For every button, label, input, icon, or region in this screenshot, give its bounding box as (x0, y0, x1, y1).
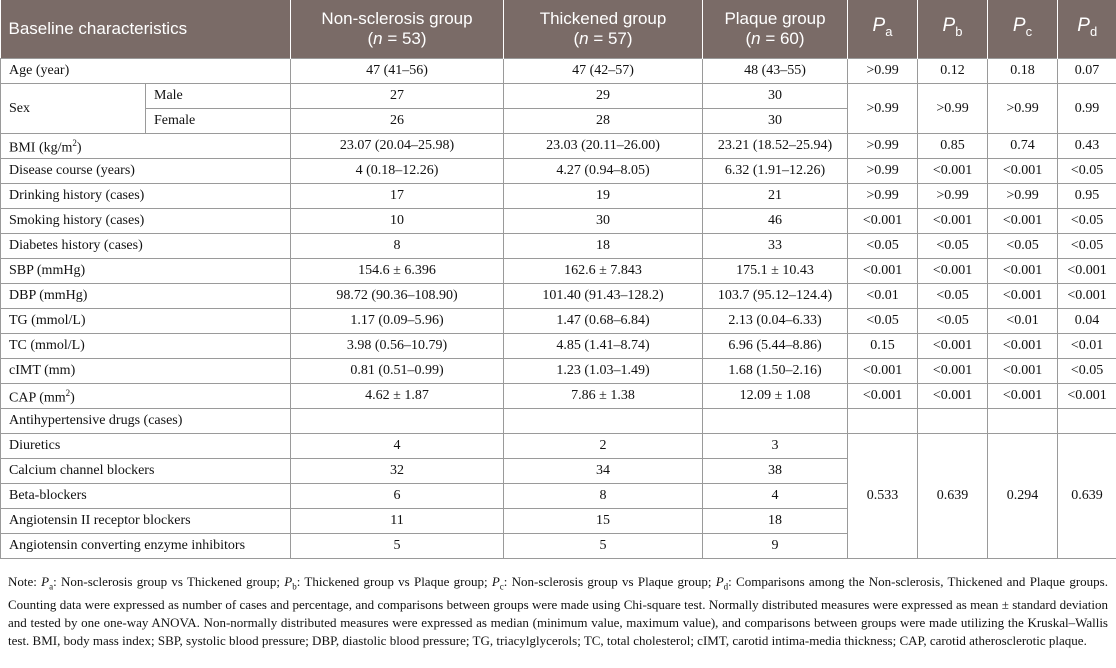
cell-value: 47 (41–56) (291, 58, 504, 83)
cell-p: >0.99 (988, 183, 1058, 208)
cell-value: 33 (703, 233, 848, 258)
row-sbp (1, 258, 1116, 283)
cell-p: >0.99 (918, 83, 988, 133)
cell-value: 4 (0.18–12.26) (291, 158, 504, 183)
row-label: SBP (mmHg) (1, 258, 291, 283)
cell-p: <0.001 (988, 333, 1058, 358)
cell-value: 4 (291, 433, 504, 458)
cell-value: 17 (291, 183, 504, 208)
cell-value: 2.13 (0.04–6.33) (703, 308, 848, 333)
cell-value: 30 (504, 208, 703, 233)
cell-value: 18 (703, 508, 848, 533)
cell-empty (703, 408, 848, 433)
row-sublabel: Male (146, 83, 291, 108)
header-group-thickened: Thickened group (n = 57) (504, 0, 703, 58)
cell-value: 38 (703, 458, 848, 483)
cell-value: 101.40 (91.43–128.2) (504, 283, 703, 308)
cell-value: 11 (291, 508, 504, 533)
row-label: Sex (1, 83, 146, 133)
cell-value: 98.72 (90.36–108.90) (291, 283, 504, 308)
cell-p: <0.05 (1058, 233, 1116, 258)
cell-p: <0.001 (988, 283, 1058, 308)
cell-empty (918, 408, 988, 433)
cell-value: 30 (703, 108, 848, 133)
cell-value: 23.21 (18.52–25.94) (703, 133, 848, 158)
row-smoking (1, 208, 1116, 233)
cell-p: <0.05 (1058, 208, 1116, 233)
cell-p: 0.15 (848, 333, 918, 358)
cell-p: <0.001 (988, 158, 1058, 183)
cell-p: >0.99 (848, 58, 918, 83)
cell-value: 162.6 ± 7.843 (504, 258, 703, 283)
header-group-plaque: Plaque group (n = 60) (703, 0, 848, 58)
cell-value: 1.47 (0.68–6.84) (504, 308, 703, 333)
cell-value: 46 (703, 208, 848, 233)
cell-p: <0.001 (988, 258, 1058, 283)
cell-p: >0.99 (848, 158, 918, 183)
cell-p: <0.001 (1058, 258, 1116, 283)
row-label: TG (mmol/L) (1, 308, 291, 333)
cell-value: 48 (43–55) (703, 58, 848, 83)
cell-p: <0.01 (988, 308, 1058, 333)
cell-p: <0.001 (1058, 383, 1116, 408)
cell-p: <0.05 (848, 308, 918, 333)
row-label: Drinking history (cases) (1, 183, 291, 208)
row-bmi (1, 133, 1116, 158)
cell-p: >0.99 (848, 183, 918, 208)
row-label: Smoking history (cases) (1, 208, 291, 233)
row-dbp (1, 283, 1116, 308)
cell-value: 0.81 (0.51–0.99) (291, 358, 504, 383)
cell-value: 4.62 ± 1.87 (291, 383, 504, 408)
row-diuretics (1, 433, 1116, 458)
table-note: Note: $P_a$: Non-sclerosis group vs Thickened group; $P_b$: Thickened group vs Plaque group; $P_c$: Non-sclerosis group vs Plaque group; $P_d$: Comparisons among the Non-sclerosis, Thickened and Plaque groups. Counting data were expressed as number of cases and percentage, and comparisons between groups were made using Chi-square test. Normally distributed measures were expressed as mean ± standard deviation and tested by one one-way ANOVA. Non-normally distributed measures were expressed as median (minimum value, maximum value), and comparisons between groups were made utilizing the Kruskal–Wallis test. BMI, body mass index; SBP, systolic blood pressure; DBP, diastolic blood pressure; TG, triacylglycerols; TC, total cholesterol; cIMT, carotid intima-media thickness; CAP, carotid atherosclerotic plaque. (8, 574, 1108, 648)
cell-p: <0.001 (848, 383, 918, 408)
cell-p: <0.001 (988, 383, 1058, 408)
cell-value: 23.03 (20.11–26.00) (504, 133, 703, 158)
row-label: Angiotensin converting enzyme inhibitors (1, 533, 291, 558)
cell-p: <0.001 (988, 208, 1058, 233)
cell-p: <0.001 (918, 258, 988, 283)
cell-p: <0.001 (848, 258, 918, 283)
cell-value: 8 (504, 483, 703, 508)
cell-value: 15 (504, 508, 703, 533)
cell-value: 21 (703, 183, 848, 208)
cell-p: 0.74 (988, 133, 1058, 158)
row-label: Diabetes history (cases) (1, 233, 291, 258)
header-baseline: Baseline characteristics (1, 0, 291, 58)
cell-value: 5 (504, 533, 703, 558)
header-pc: $P_c$ (988, 0, 1058, 58)
cell-value: 9 (703, 533, 848, 558)
cell-value: 1.23 (1.03–1.49) (504, 358, 703, 383)
row-label: Angiotensin II receptor blockers (1, 508, 291, 533)
cell-value: 27 (291, 83, 504, 108)
cell-value: 47 (42–57) (504, 58, 703, 83)
cell-p: >0.99 (848, 133, 918, 158)
cell-p: >0.99 (848, 83, 918, 133)
row-cap (1, 383, 1116, 408)
cell-p: <0.001 (918, 208, 988, 233)
cell-p: 0.95 (1058, 183, 1116, 208)
cell-p: <0.001 (848, 208, 918, 233)
cell-p: 0.639 (1058, 433, 1116, 558)
cell-value: 1.17 (0.09–5.96) (291, 308, 504, 333)
cell-value: 18 (504, 233, 703, 258)
row-label: CAP $(mm^2)$ (1, 383, 291, 408)
cell-p: 0.07 (1058, 58, 1116, 83)
cell-value: 3.98 (0.56–10.79) (291, 333, 504, 358)
cell-p: >0.99 (988, 83, 1058, 133)
cell-p: 0.85 (918, 133, 988, 158)
header-group-non-sclerosis: Non-sclerosis group (n = 53) (291, 0, 504, 58)
cell-p: <0.05 (918, 283, 988, 308)
cell-p: <0.01 (848, 283, 918, 308)
row-label: Beta-blockers (1, 483, 291, 508)
cell-value: 10 (291, 208, 504, 233)
row-diabetes (1, 233, 1116, 258)
cell-empty (848, 408, 918, 433)
row-sex-male (1, 83, 1116, 108)
row-antihypertensive (1, 408, 1116, 433)
cell-value: 8 (291, 233, 504, 258)
cell-p: <0.05 (1058, 358, 1116, 383)
cell-p: <0.01 (1058, 333, 1116, 358)
cell-value: 26 (291, 108, 504, 133)
cell-p: 0.04 (1058, 308, 1116, 333)
header-pa: $P_a$ (848, 0, 918, 58)
cell-empty (291, 408, 504, 433)
cell-value: 32 (291, 458, 504, 483)
cell-value: 154.6 ± 6.396 (291, 258, 504, 283)
cell-p: <0.001 (918, 383, 988, 408)
cell-p: <0.05 (918, 233, 988, 258)
row-sublabel: Female (146, 108, 291, 133)
cell-p: <0.05 (848, 233, 918, 258)
cell-p: <0.05 (918, 308, 988, 333)
row-label: TC (mmol/L) (1, 333, 291, 358)
row-label: Age (year) (1, 58, 291, 83)
cell-p: >0.99 (918, 183, 988, 208)
row-label: Antihypertensive drugs (cases) (1, 408, 291, 433)
cell-value: 6.96 (5.44–8.86) (703, 333, 848, 358)
row-drinking (1, 183, 1116, 208)
cell-value: 4.85 (1.41–8.74) (504, 333, 703, 358)
cell-value: 103.7 (95.12–124.4) (703, 283, 848, 308)
cell-p: 0.533 (848, 433, 918, 558)
cell-value: 7.86 ± 1.38 (504, 383, 703, 408)
cell-value: 175.1 ± 10.43 (703, 258, 848, 283)
cell-value: 29 (504, 83, 703, 108)
header-row (1, 0, 1116, 58)
row-tg (1, 308, 1116, 333)
cell-p: <0.001 (918, 358, 988, 383)
cell-p: 0.12 (918, 58, 988, 83)
cell-value: 4.27 (0.94–8.05) (504, 158, 703, 183)
cell-value: 19 (504, 183, 703, 208)
cell-value: 4 (703, 483, 848, 508)
cell-value: 6 (291, 483, 504, 508)
cell-p: <0.05 (1058, 158, 1116, 183)
row-label: DBP (mmHg) (1, 283, 291, 308)
cell-p: 0.639 (918, 433, 988, 558)
row-label: Diuretics (1, 433, 291, 458)
cell-value: 12.09 ± 1.08 (703, 383, 848, 408)
cell-empty (988, 408, 1058, 433)
row-age (1, 58, 1116, 83)
cell-p: <0.05 (988, 233, 1058, 258)
cell-p: <0.001 (918, 158, 988, 183)
cell-value: 30 (703, 83, 848, 108)
cell-value: 34 (504, 458, 703, 483)
row-label: BMI $(kg/m^2)$ (1, 133, 291, 158)
row-label: Calcium channel blockers (1, 458, 291, 483)
cell-p: <0.001 (848, 358, 918, 383)
cell-value: 5 (291, 533, 504, 558)
row-label: cIMT (mm) (1, 358, 291, 383)
cell-p: 0.99 (1058, 83, 1116, 133)
cell-p: <0.001 (1058, 283, 1116, 308)
row-label: Disease course (years) (1, 158, 291, 183)
cell-value: 28 (504, 108, 703, 133)
cell-value: 3 (703, 433, 848, 458)
cell-value: 2 (504, 433, 703, 458)
header-pd: $P_d$ (1058, 0, 1116, 58)
cell-value: 23.07 (20.04–25.98) (291, 133, 504, 158)
row-tc (1, 333, 1116, 358)
cell-empty (1058, 408, 1116, 433)
cell-value: 1.68 (1.50–2.16) (703, 358, 848, 383)
row-disease-course (1, 158, 1116, 183)
cell-empty (504, 408, 703, 433)
row-cimt (1, 358, 1116, 383)
header-pb: $P_b$ (918, 0, 988, 58)
cell-p: <0.001 (918, 333, 988, 358)
cell-p: <0.001 (988, 358, 1058, 383)
cell-p: 0.18 (988, 58, 1058, 83)
cell-value: 6.32 (1.91–12.26) (703, 158, 848, 183)
cell-p: 0.43 (1058, 133, 1116, 158)
cell-p: 0.294 (988, 433, 1058, 558)
